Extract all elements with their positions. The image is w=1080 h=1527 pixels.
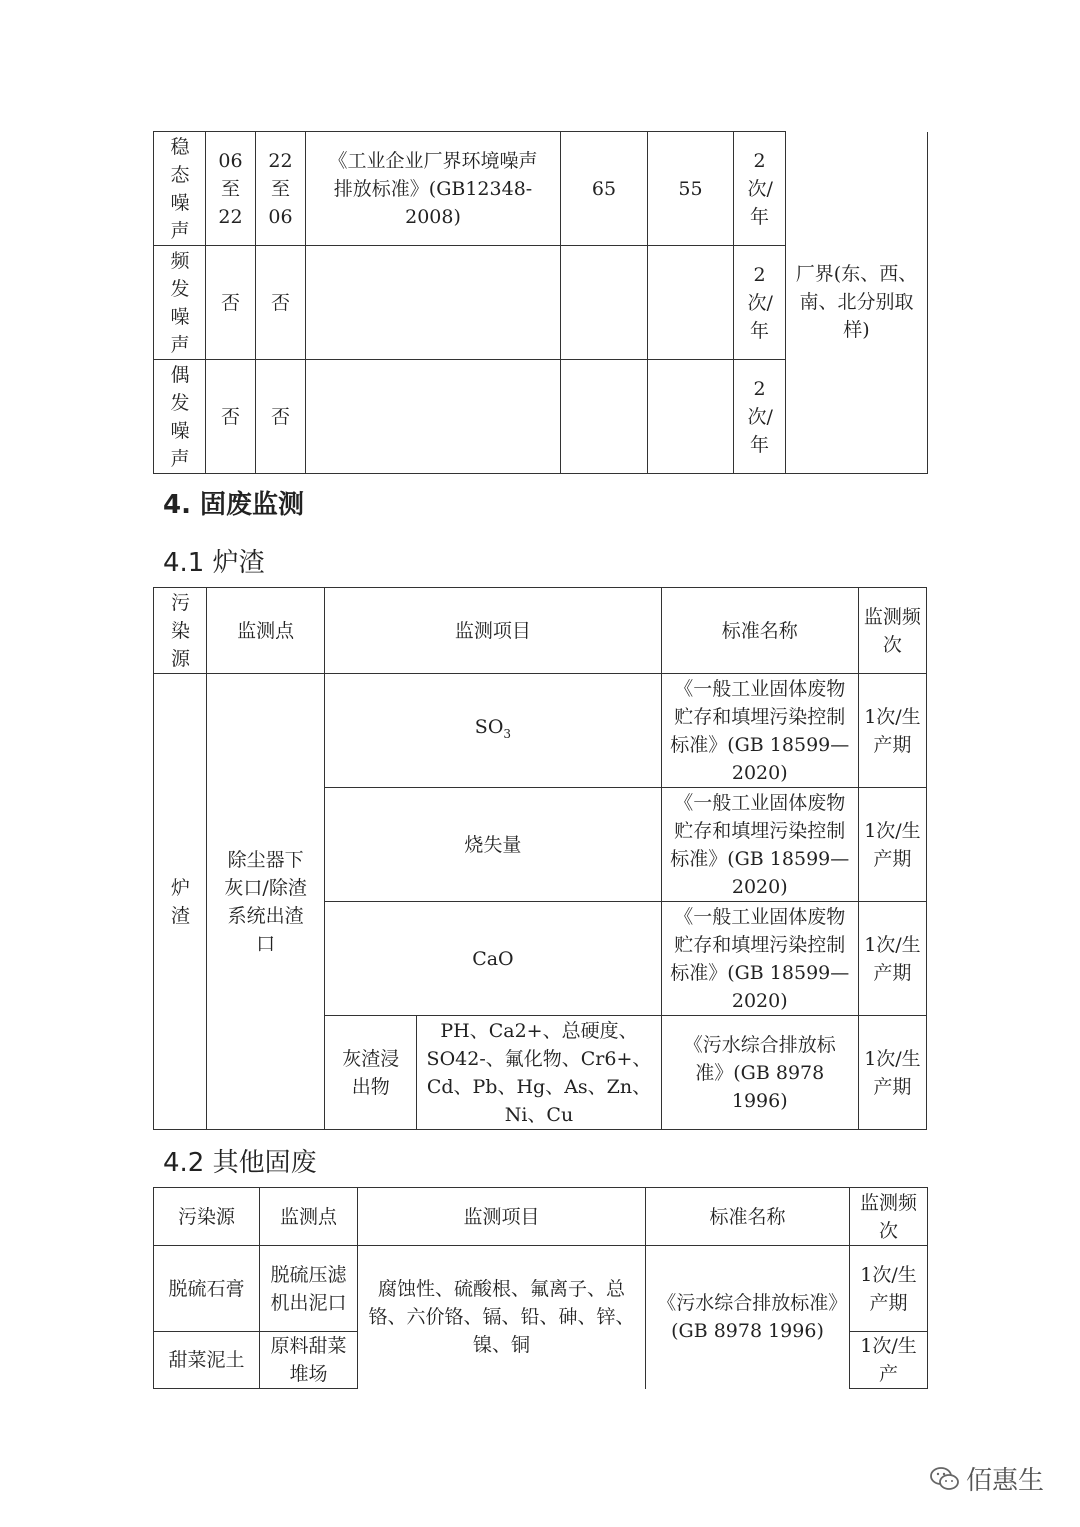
noise-type-cell: 频发噪声 [154,246,206,360]
freq-cell: 1次/生产期 [858,902,926,1016]
freq-cell: 2次/年 [734,246,786,360]
header-standard: 标准名称 [646,1188,850,1246]
section-4-heading: 4. 固废监测 [163,490,305,520]
leach-items-cell: PH、Ca2+、总硬度、SO42-、氟化物、Cr6+、Cd、Pb、Hg、As、Zn、Ni、Cu [417,1016,661,1130]
day-time-cell: 否 [206,360,256,474]
item-cell: $SO_3$ [325,674,661,788]
night-limit-cell [648,246,734,360]
standard-cell [306,246,561,360]
section-4-2-heading: 4.2 其他固废 [163,1148,317,1178]
item-cell: CaO [325,902,661,1016]
leach-label-cell: 灰渣浸出物 [325,1016,417,1130]
watermark-text: 佰惠生 [965,1466,1044,1496]
standard-cell: 《一般工业固体废物贮存和填埋污染控制标准》(GB 18599—2020) [661,674,858,788]
header-source: 污染源 [154,588,207,674]
standard-cell: 《工业企业厂界环境噪声排放标准》(GB12348-2008) [306,132,561,246]
slag-table [153,587,927,1130]
other-waste-table [153,1187,928,1389]
header-point: 监测点 [260,1188,358,1246]
standard-cell [306,360,561,474]
noise-table [153,131,928,474]
wechat-icon [930,1466,960,1492]
header-freq: 监测频次 [850,1188,928,1246]
source-cell: 脱硫石膏 [154,1246,260,1332]
standard-cell: 《污水综合排放标准》(GB 8978 1996) [646,1246,850,1389]
item-cell: 烧失量 [325,788,661,902]
day-limit-cell: 65 [561,132,648,246]
freq-cell: 2次/年 [734,360,786,474]
items-cell: 腐蚀性、硫酸根、氟离子、总铬、六价铬、镉、铅、砷、锌、镍、铜 [358,1246,646,1389]
freq-cell: 1次/生产期 [858,788,926,902]
freq-cell: 1次/生产 [850,1332,928,1389]
freq-cell: 1次/生产期 [858,1016,926,1130]
day-limit-cell [561,360,648,474]
night-limit-cell [648,360,734,474]
header-items: 监测项目 [325,588,661,674]
standard-cell: 《一般工业固体废物贮存和填埋污染控制标准》(GB 18599—2020) [661,788,858,902]
day-time-cell: 06至22 [206,132,256,246]
night-limit-cell: 55 [648,132,734,246]
night-time-cell: 否 [256,360,306,474]
night-time-cell: 22至06 [256,132,306,246]
point-cell: 原料甜菜堆场 [260,1332,358,1389]
header-freq: 监测频次 [858,588,926,674]
freq-cell: 1次/生产期 [858,674,926,788]
source-cell: 甜菜泥土 [154,1332,260,1389]
day-time-cell: 否 [206,246,256,360]
header-standard: 标准名称 [661,588,858,674]
freq-cell: 1次/生产期 [850,1246,928,1332]
watermark [930,1460,1044,1497]
noise-type-cell: 稳态噪声 [154,132,206,246]
leach-standard-cell: 《污水综合排放标准》(GB 8978 1996) [661,1016,858,1130]
section-4-1-heading: 4.1 炉渣 [163,548,265,578]
standard-cell: 《一般工业固体废物贮存和填埋污染控制标准》(GB 18599—2020) [661,902,858,1016]
noise-type-cell: 偶发噪声 [154,360,206,474]
slag-point-cell: 除尘器下灰口/除渣系统出渣口 [207,674,325,1130]
header-items: 监测项目 [358,1188,646,1246]
location-cell: 厂界(东、西、南、北分别取样) [786,132,928,474]
header-point: 监测点 [207,588,325,674]
day-limit-cell [561,246,648,360]
header-source: 污染源 [154,1188,260,1246]
night-time-cell: 否 [256,246,306,360]
freq-cell: 2次/年 [734,132,786,246]
point-cell: 脱硫压滤机出泥口 [260,1246,358,1332]
slag-source-cell: 炉渣 [154,674,207,1130]
